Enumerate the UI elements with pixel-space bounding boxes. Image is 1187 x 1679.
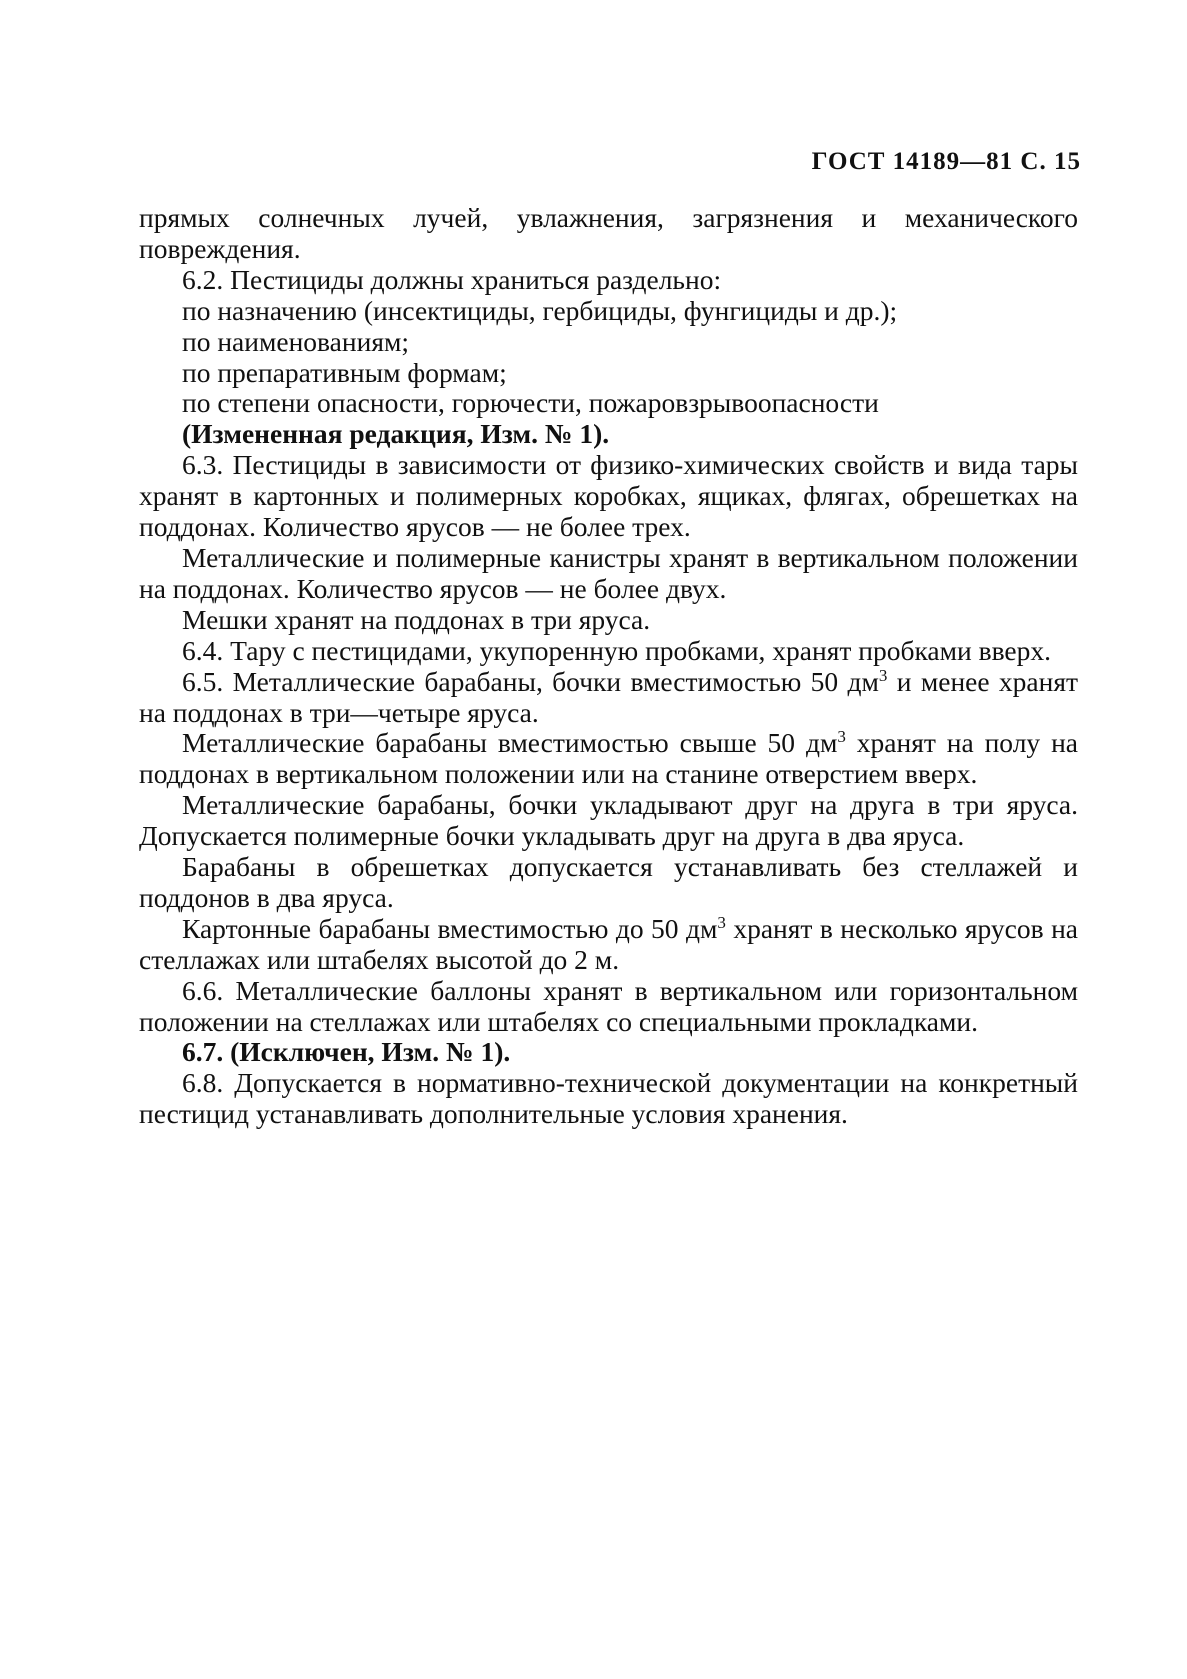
clause-6-5-text-end: и менее хранят на поддонах в три—четыре яруса.	[139, 665, 1079, 728]
page-header: ГОСТ 14189—81 С. 15	[811, 148, 1081, 175]
list-item-hazard: по степени опасности, горючести, пожаровзрывоопасности	[182, 387, 879, 419]
paragraph-storage-conditions-end: прямых солнечных лучей, увлажнения, загрязнения и механического повреждения.	[139, 202, 1078, 264]
clause-6-5-text: 6.5. Металлические барабаны, бочки вместимостью 50 дм	[182, 665, 879, 697]
list-item-purpose: по назначению (инсектициды, гербициды, фунгициды и др.);	[182, 294, 898, 326]
paragraph-crated-drums: Барабаны в обрешетках допускается устанавливать без стеллажей и поддонов в два яруса.	[139, 851, 1078, 913]
paragraph-cardboard-drums-text-end: хранят в несколько ярусов на стеллажах или штабелях высотой до 2 м.	[139, 912, 1078, 975]
paragraph-bags: Мешки хранят на поддонах в три яруса.	[182, 603, 651, 635]
clause-6-5	[139, 667, 1078, 729]
clause-6-4: 6.4. Тару с пестицидами, укупоренную пробками, хранят пробками вверх.	[182, 634, 1052, 666]
paragraph-canisters: Металлические и полимерные канистры хранят в вертикальном положении на поддонах. Количество ярусов — не более двух.	[139, 541, 1078, 604]
list-item-names: по наименованиям;	[182, 325, 410, 357]
clause-6-7: 6.7. (Исключен, Изм. № 1).	[182, 1036, 511, 1068]
clause-6-2: 6.2. Пестициды должны храниться раздельно:	[182, 263, 722, 295]
paragraph-large-drums-text: Металлические барабаны вместимостью свыше 50 дм	[182, 727, 838, 759]
paragraph-stacking: Металлические барабаны, бочки укладывают друг на друга в три яруса. Допускается полимерные бочки укладывать друг на друга в два яруса.	[139, 789, 1078, 852]
body-text	[139, 203, 1078, 1130]
superscript-cube: 3	[878, 665, 888, 685]
clause-6-3: 6.3. Пестициды в зависимости от физико-химических свойств и вида тары хранят в картонных и полимерных коробках, ящиках, флягах, обрешетках на поддонах. Количество ярусов — не более трех.	[139, 449, 1078, 543]
paragraph-large-drums	[139, 728, 1078, 790]
paragraph-cardboard-drums-text: Картонные барабаны вместимостью до 50 дм	[182, 912, 718, 944]
clause-6-6: 6.6. Металлические баллоны хранят в вертикальном или горизонтальном положении на стеллажах или штабелях со специальными прокладками.	[139, 974, 1078, 1037]
superscript-cube: 3	[837, 727, 846, 747]
list-item-forms: по препаративным формам;	[182, 356, 507, 388]
superscript-cube: 3	[717, 912, 726, 932]
paragraph-large-drums-text-end: хранят на полу на поддонах в вертикальном положении или на станине отверстием вверх.	[139, 727, 1078, 790]
amendment-note: (Измененная редакция, Изм. № 1).	[182, 418, 610, 450]
clause-6-8: 6.8. Допускается в нормативно-технической документации на конкретный пестицид устанавливать дополнительные условия хранения.	[139, 1067, 1078, 1130]
paragraph-cardboard-drums	[139, 914, 1078, 976]
